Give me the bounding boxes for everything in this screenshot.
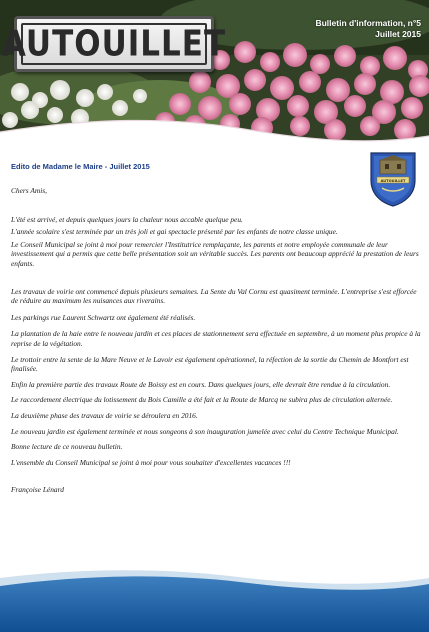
bulletin-info bbox=[315, 18, 421, 40]
header-wave-divider bbox=[0, 110, 429, 148]
letter-paragraph: Bonne lecture de ce nouveau bulletin. bbox=[11, 442, 123, 452]
letter-paragraph: Le trottoir entre la sente de la Mare Neuve et le Lavoir est également opérationnel, la réfection de la sortie du Chemin de Montfort est finalisée. bbox=[11, 354, 409, 374]
letter-paragraph: L'année scolaire s'est terminée par un très joli et gai spectacle présenté par les enfants de notre classe unique. bbox=[11, 227, 338, 237]
letter-paragraph: Le Conseil Municipal se joint à moi pour remercier l'Institutrice remplaçante, les parents et notre employée communale de leur investissement qui a permis que cette belle présentation soit un véritable succès. Les parents ont beaucoup apprécié la prestation de leurs enfants. bbox=[11, 239, 419, 268]
letter-paragraph: L'été est arrivé, et depuis quelques jours la chaleur nous accable quelque peu. bbox=[11, 214, 243, 224]
bulletin-date: Juillet 2015 bbox=[375, 29, 421, 39]
town-name-sign bbox=[1, 16, 227, 72]
crest-label: AUTOUILLET bbox=[380, 178, 406, 183]
letter-greeting: Chers Amis, bbox=[11, 186, 48, 195]
letter-signature: Françoise Lénard bbox=[11, 485, 64, 495]
letter-paragraph: La deuxième phase des travaux de voirie se déroulera en 2016. bbox=[11, 410, 198, 420]
footer-wave bbox=[0, 560, 429, 632]
letter-paragraph: Les travaux de voirie ont commencé depuis plusieurs semaines. La Sente du Val Cornu est quasiment terminée. L'entreprise s'est efforcée de réduire au maximum les nuisances aux riverains. bbox=[11, 286, 417, 306]
letter-paragraph: Les parkings rue Laurent Schwartz ont également été réalisés. bbox=[11, 312, 196, 322]
edito-letter bbox=[11, 186, 421, 495]
header-banner bbox=[0, 0, 429, 148]
letter-paragraph: La plantation de la haie entre le nouveau jardin et ces places de stationnement sera effectuée en septembre, à un moment plus propice à la reprise de la végétation. bbox=[11, 329, 421, 348]
edito-title: Edito de Madame le Maire - Juillet 2015 bbox=[11, 162, 150, 171]
bulletin-number: Bulletin d'information, n°5 bbox=[315, 18, 421, 28]
letter-paragraph: L'ensemble du Conseil Municipal se joint à moi pour vous souhaiter d'excellentes vacances !!! bbox=[11, 457, 291, 467]
letter-paragraph: Enfin la première partie des travaux Route de Boissy est en cours. Dans quelques jours, elle devrait être rendue à la circulation. bbox=[11, 379, 391, 389]
sign-text: AUTOUILLET bbox=[1, 23, 227, 65]
letter-paragraph: Le raccordement électrique du lotissement du Bois Camille a été fait et la Route de Marcq ne subira plus de circulation alternée. bbox=[11, 395, 393, 405]
letter-paragraph: Le nouveau jardin est également terminée et nous songeons à son inauguration jumelée avec celui du Centre Technique Municipal. bbox=[11, 426, 399, 436]
